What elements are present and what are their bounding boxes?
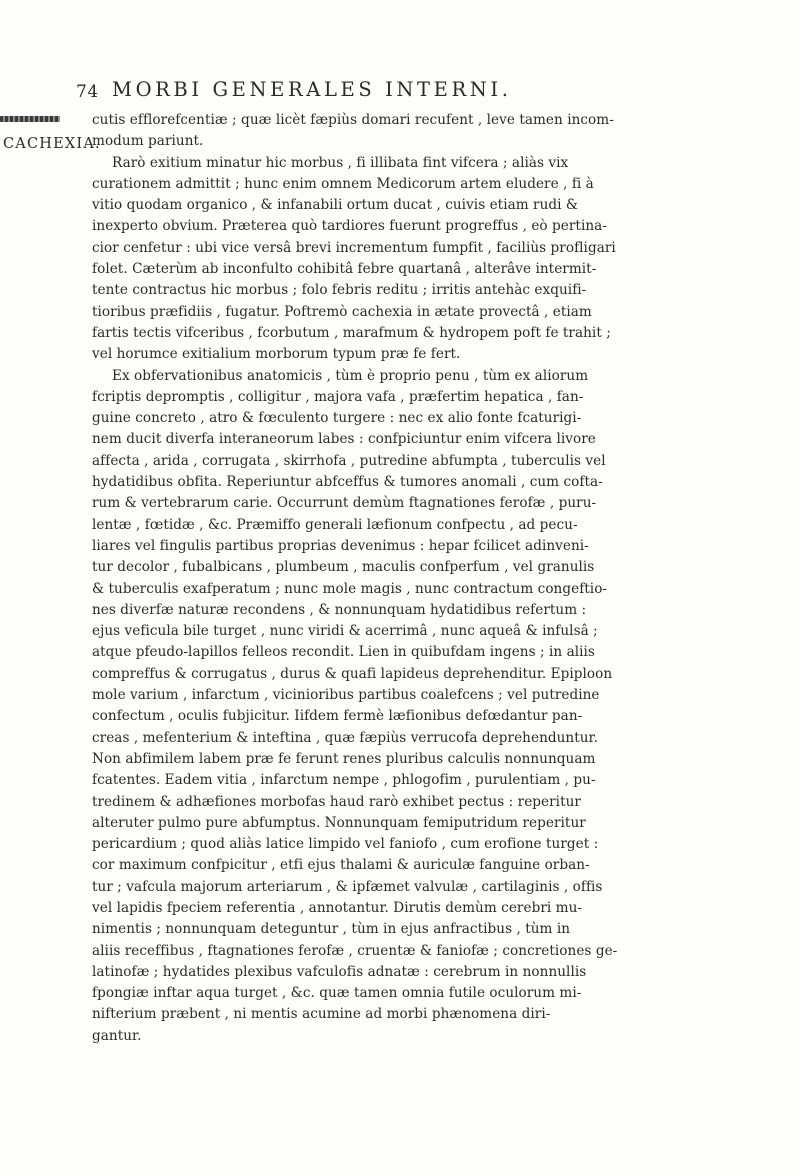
text-line: Ex obfervationibus anatomicis , tùm è proprio penu , tùm ex aliorum: [112, 367, 589, 384]
ornamental-rule: [0, 116, 60, 122]
text-line: inexperto obvium. Præterea quò tardiores fuerunt progreffus , eò pertina-: [92, 218, 607, 235]
text-line: creas , mefenterium & inteftina , quæ fæpiùs verrucofa deprehenduntur.: [92, 729, 598, 746]
running-title: MORBI GENERALES INTERNI.: [112, 78, 512, 101]
text-line: folet. Cæterùm ab inconfulto cohibitâ febre quartanâ , alterâve intermit-: [92, 261, 597, 278]
text-line: nes diverfæ naturæ recondens , & nonnunquam hydatidibus refertum :: [92, 601, 587, 618]
text-line: affecta , arida , corrugata , skirrhofa , putredine abfumpta , tuberculis vel: [92, 452, 606, 469]
text-line: nifterium præbent , ni mentis acumine ad morbi phænomena diri-: [92, 1006, 551, 1023]
margin-note: CACHEXIA.: [3, 136, 101, 152]
text-line: atque pfeudo-lapillos felleos recondit. Lien in quibufdam ingens ; in aliis: [92, 644, 595, 661]
text-line: nimentis ; nonnunquam deteguntur , tùm in ejus anfractibus , tùm in: [92, 921, 571, 938]
text-line: pericardium ; quod aliàs latice limpido vel faniofo , cum erofione turget :: [92, 836, 599, 853]
text-line: tredinem & adhæfiones morbofas haud rarò exhibet pectus : reperitur: [92, 793, 581, 810]
text-line: alteruter pulmo pure abfumptus. Nonnunquam femiputridum reperitur: [92, 814, 586, 831]
text-line: nem ducit diverfa interaneorum labes : confpiciuntur enim vifcera livore: [92, 431, 596, 448]
text-line: liares vel fingulis partibus proprias devenimus : hepar fcilicet adinveni-: [92, 537, 589, 554]
text-line: ejus veficula bile turget , nunc viridi & acerrimâ , nunc aqueâ & infulsâ ;: [92, 623, 598, 640]
text-line: cutis efflorefcentiæ ; quæ licèt fæpiùs domari recufent , leve tamen incom-: [92, 112, 614, 128]
text-line: & tuberculis exafperatum ; nunc mole magis , nunc contractum congeftio-: [92, 580, 608, 597]
text-line: gantur.: [92, 1027, 142, 1044]
text-line: tur decolor , fubalbicans , plumbeum , maculis confperfum , vel granulis: [92, 559, 595, 576]
text-line: aliis receffibus , ftagnationes ferofæ , cruentæ & faniofæ ; concretiones ge-: [92, 942, 618, 959]
text-line: fcriptis depromptis , colligitur , majora vafa , præfertim hepatica , fan-: [92, 388, 584, 405]
page-number: 74: [76, 82, 99, 102]
text-line: vel lapidis fpeciem referentia , annotantur. Dirutis demùm cerebri mu-: [92, 899, 583, 916]
text-line: lentæ , fœtidæ , &c. Præmiffo generali læfionum confpectu , ad pecu-: [92, 516, 578, 533]
text-line: guine concreto , atro & fœculento turgere : nec ex alio fonte fcaturigi-: [92, 410, 582, 427]
text-line: vel horumce exitialium morborum typum præ fe fert.: [92, 346, 461, 363]
text-line: confectum , oculis fubjicitur. Iifdem fermè læfionibus defœdantur pan-: [92, 708, 583, 725]
text-line: tur ; vafcula majorum arteriarum , & ipfæmet valvulæ , cartilaginis , offis: [92, 878, 603, 895]
text-line: rum & vertebrarum carie. Occurrunt demùm ftagnationes ferofæ , puru-: [92, 495, 597, 512]
text-line: fcatentes. Eadem vitia , infarctum nempe , phlogofim , purulentiam , pu-: [92, 772, 596, 789]
text-line: tente contractus hic morbus ; folo febris reditu ; irritis antehàc exquifi-: [92, 282, 587, 299]
body-text: [92, 110, 780, 1047]
text-line: modum pariunt.: [92, 133, 204, 150]
text-line: hydatidibus obfita. Reperiuntur abfceffus & tumores anomali , cum cofta-: [92, 474, 603, 491]
page-header: [0, 78, 800, 108]
text-line: Rarò exitium minatur hic morbus , fi illibata fint vifcera ; aliàs vix: [112, 154, 569, 171]
text-line: vitio quodam organico , & infanabili ortum ducat , cuivis etiam rudi &: [92, 197, 579, 214]
text-line: fartis tectis vifceribus , fcorbutum , marafmum & hydropem poft fe trahit ;: [92, 324, 611, 341]
text-line: compreffus & corrugatus , durus & quafi lapideus deprehenditur. Epiploon: [92, 665, 613, 682]
text-line: curationem admittit ; hunc enim omnem Medicorum artem eludere , fi à: [92, 175, 594, 192]
text-line: cior cenfetur : ubi vice versâ brevi incrementum fumpfit , faciliùs profligari: [92, 239, 616, 256]
text-line: Non abfimilem labem præ fe ferunt renes pluribus calculis nonnunquam: [92, 750, 596, 767]
text-line: mole varium , infarctum , vicinioribus partibus coalefcens ; vel putredine: [92, 687, 600, 704]
text-line: tioribus præfidiis , fugatur. Poftremò cachexia in ætate provectâ , etiam: [92, 303, 592, 320]
text-line: latinofæ ; hydatides plexibus vafculofis adnatæ : cerebrum in nonnullis: [92, 963, 587, 980]
text-line: cor maximum confpicitur , etfi ejus thalami & auriculæ fanguine orban-: [92, 857, 590, 874]
text-line: fpongiæ inftar aqua turget , &c. quæ tamen omnia futile oculorum mi-: [92, 985, 582, 1002]
